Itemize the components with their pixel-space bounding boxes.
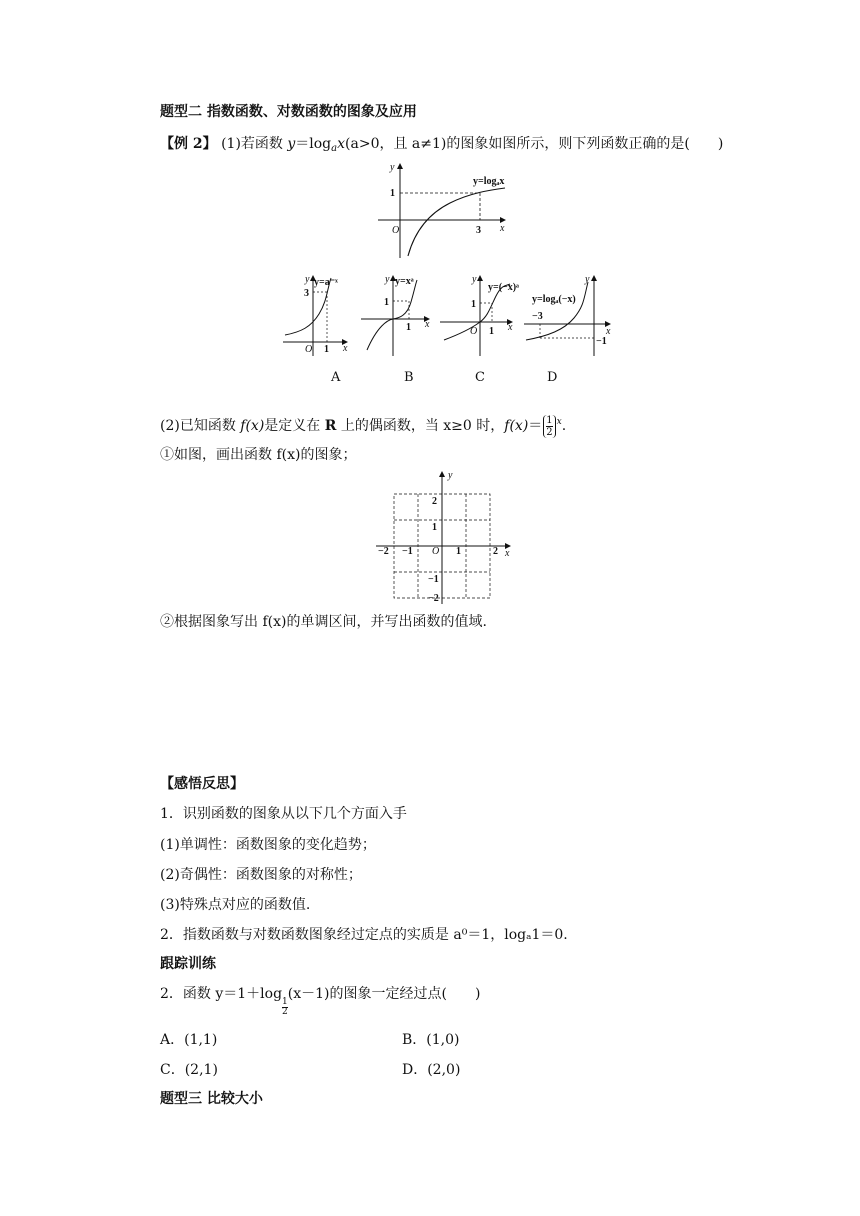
example-question-1: 【例 2】 (1)若函数 $y=\log_ax(a>0$，且 a≠1)的图象如图所示，则下列函数正确的是( )	[160, 136, 724, 154]
reflection-line-5: 2．指数函数与对数函数图象经过定点的实质是 a⁰＝1，logₐ1＝0.	[160, 927, 568, 943]
svg-text:x: x	[425, 319, 430, 330]
log-curve	[408, 188, 505, 256]
practice-question: 2．函数 y＝1＋log $\frac{1}{2}$ (x－1)的图象一定经过点( )	[160, 986, 481, 1017]
choice-c[interactable]: C．(2,1)	[160, 1062, 218, 1078]
svg-text:1: 1	[456, 546, 461, 557]
svg-text:1: 1	[406, 322, 411, 333]
option-d-letter: D	[547, 370, 558, 385]
svg-text:−1: −1	[428, 574, 439, 585]
option-b-graph	[355, 272, 435, 356]
reflection-line-3: (2)奇偶性：函数图象的对称性；	[160, 867, 362, 883]
practice-title: 跟踪训练	[160, 956, 216, 972]
option-c-letter: C	[475, 370, 485, 385]
example-question-2: (2)已知函数 f(x)是定义在 R 上的偶函数，当 x≥0 时，f(x)＝ $\frac{1}{2}$ $^x$.	[160, 414, 567, 438]
svg-text:x: x	[505, 548, 510, 559]
svg-text:−2: −2	[428, 593, 439, 604]
reflection-title: 【感悟反思】	[160, 776, 244, 792]
svg-text:1: 1	[384, 297, 389, 308]
svg-text:−1: −1	[596, 336, 607, 347]
svg-text:−1: −1	[402, 546, 413, 557]
svg-text:y=(−x)ᵃ: y=(−x)ᵃ	[488, 282, 519, 293]
svg-text:x: x	[606, 326, 611, 337]
y-axis-label: y	[390, 162, 395, 173]
svg-text:3: 3	[304, 288, 309, 299]
svg-text:y=a⁻ˣ: y=a⁻ˣ	[314, 277, 338, 288]
reflection-line-1: 1．识别函数的图象从以下几个方面入手	[160, 806, 407, 822]
origin-label: O	[392, 225, 400, 236]
svg-text:y: y	[305, 274, 310, 285]
svg-text:y: y	[385, 274, 390, 285]
x-tick: 3	[476, 225, 481, 236]
svg-text:1: 1	[471, 299, 476, 310]
choice-a[interactable]: A．(1,1)	[160, 1032, 218, 1048]
svg-text:O: O	[305, 344, 313, 355]
svg-text:x: x	[508, 322, 513, 333]
svg-text:x: x	[343, 343, 348, 354]
svg-text:2: 2	[432, 496, 437, 507]
sub-question-1: ①如图，画出函数 f(x)的图象；	[160, 447, 357, 463]
sub-question-2: ②根据图象写出 f(x)的单调区间，并写出函数的值域.	[160, 614, 487, 630]
svg-text:O: O	[470, 326, 478, 337]
svg-text:y: y	[585, 274, 590, 285]
reflection-line-2: (1)单调性：函数图象的变化趋势；	[160, 837, 376, 853]
fraction-half: $\frac{1}{2}$	[543, 415, 555, 438]
option-b-letter: B	[404, 370, 414, 385]
option-c-graph	[438, 272, 518, 356]
curve-label: y=logₐx	[473, 176, 505, 187]
svg-text:2: 2	[493, 546, 498, 557]
choice-b[interactable]: B．(1,0)	[402, 1032, 460, 1048]
svg-text:y=xᵃ: y=xᵃ	[395, 276, 414, 287]
svg-text:y=logₐ(−x): y=logₐ(−x)	[532, 294, 576, 305]
svg-text:−3: −3	[532, 311, 543, 322]
svg-text:−2: −2	[378, 546, 389, 557]
svg-text:1: 1	[324, 344, 329, 355]
x-axis-label: x	[500, 223, 505, 234]
option-a-letter: A	[331, 370, 341, 385]
choice-d[interactable]: D．(2,0)	[402, 1062, 461, 1078]
main-log-graph	[370, 158, 520, 258]
coordinate-grid	[372, 468, 522, 604]
y-tick: 1	[390, 188, 395, 199]
svg-text:1: 1	[489, 326, 494, 337]
reflection-line-4: (3)特殊点对应的函数值.	[160, 897, 311, 913]
svg-text:y: y	[472, 274, 477, 285]
section-title: 题型二 指数函数、对数函数的图象及应用	[160, 104, 417, 120]
option-d-graph	[522, 272, 614, 356]
option-a-graph	[283, 272, 351, 356]
svg-text:1: 1	[432, 522, 437, 533]
svg-text:O: O	[432, 546, 440, 557]
log-base-fraction: $\frac{1}{2}$	[282, 997, 288, 1017]
section-3-title: 题型三 比较大小	[160, 1091, 263, 1107]
svg-text:y: y	[448, 470, 453, 481]
example-label: 【例 2】	[160, 136, 217, 152]
